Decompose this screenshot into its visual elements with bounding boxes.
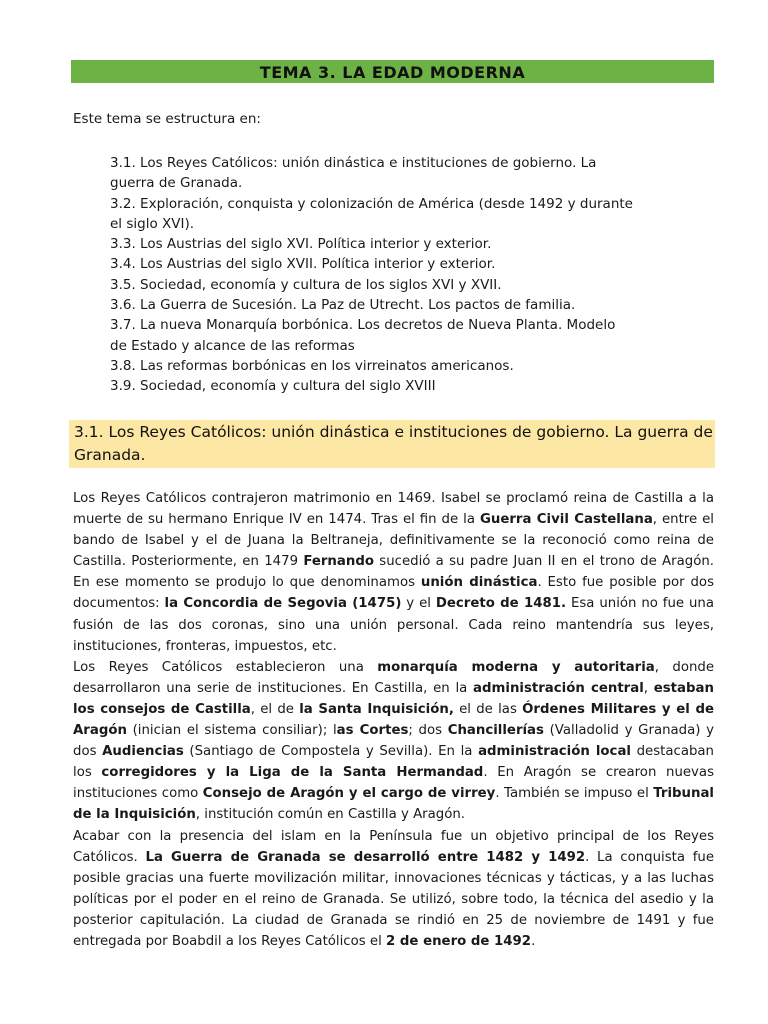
text-run: ,: [643, 680, 654, 696]
paragraph-union-dinastica: [73, 488, 714, 657]
bold-run: corregidores y la Liga de la Santa Hermandad: [101, 765, 484, 781]
table-of-contents: [110, 153, 670, 397]
bold-run: Audiencias: [102, 744, 184, 760]
toc-line: 3.6. La Guerra de Sucesión. La Paz de Utrecht. Los pactos de familia.: [110, 297, 576, 314]
text-run: Esa unión no fue una fusión de las dos coronas, sino una unión personal. Cada reino mantendría sus leyes, instituciones, fronteras, impuestos, etc.: [73, 596, 714, 654]
text-run: Acabar con la presencia del islam en la Península fue un objetivo principal de los Reyes Católicos.: [73, 828, 714, 865]
bold-run: Consejo de Aragón y el cargo de virrey: [202, 786, 496, 802]
text-run: , donde desarrollaron una serie de instituciones. En Castilla, en la: [73, 659, 715, 696]
text-run: Los Reyes Católicos establecieron una: [73, 659, 378, 675]
bold-run: estaban los consejos de Castilla: [73, 680, 714, 717]
text-run: sucedió a su padre Juan II en el trono de Aragón. En ese momento se produjo lo que denominamos: [73, 554, 714, 591]
text-run: Los Reyes Católicos contrajeron matrimonio en 1469. Isabel se proclamó reina de Castilla a la muerte de su hermano Enrique IV en 1474. Tras el fin de la: [73, 491, 714, 528]
text-run: . Esto fue posible por dos documentos:: [73, 575, 714, 612]
body-text: [73, 488, 714, 952]
text-run: destacaban los: [73, 744, 714, 781]
text-run: . También se impuso el: [495, 786, 654, 802]
bold-run: unión dinástica: [420, 575, 538, 591]
toc-line: 3.9. Sociedad, economía y cultura del siglo XVIII: [110, 378, 436, 395]
bold-run: Tribunal de la Inquisición: [73, 786, 714, 823]
toc-line: 3.2. Exploración, conquista y colonización de América (desde 1492 y durante: [110, 195, 633, 212]
bold-run: Chancillerías: [447, 723, 544, 739]
text-run: el de las: [453, 701, 523, 717]
bold-run: as Cortes: [336, 723, 409, 739]
text-run: (Santiago de Compostela y Sevilla). En la: [183, 744, 479, 760]
text-run: , institución común en Castilla y Aragón.: [195, 807, 466, 823]
text-run: , entre el bando de Isabel y el de Juana la Beltraneja, definitivamente se la reconoció como reina de Castilla. Posteriormente, en 1479: [73, 512, 714, 570]
paragraph-instituciones: [73, 657, 714, 826]
toc-line: 3.7. La nueva Monarquía borbónica. Los decretos de Nueva Planta. Modelo: [110, 317, 616, 334]
text-run: (Valladolid y Granada) y dos: [73, 723, 714, 760]
bold-run: la Concordia de Segovia (1475): [164, 596, 402, 612]
bold-run: Guerra Civil Castellana: [479, 512, 653, 528]
bold-run: la Santa Inquisición,: [299, 701, 454, 717]
bold-run: Órdenes Militares y el de Aragón: [73, 701, 714, 739]
toc-line: 3.8. Las reformas borbónicas en los virreinatos americanos.: [110, 357, 514, 374]
bold-run: administración local: [478, 744, 631, 760]
bold-run: Decreto de 1481.: [435, 596, 567, 612]
toc-line: el siglo XVI).: [110, 215, 195, 232]
text-run: .: [531, 933, 536, 949]
toc-line: guerra de Granada.: [110, 175, 243, 192]
bold-run: administración central: [473, 680, 644, 696]
toc-line: de Estado y alcance de las reformas: [110, 337, 355, 354]
bold-run: La Guerra de Granada se desarrolló entre 1482 y 1492: [145, 849, 586, 865]
paragraph-guerra-granada: [73, 826, 714, 953]
page-title: TEMA 3. LA EDAD MODERNA: [71, 60, 714, 83]
text-run: . La conquista fue posible gracias una fuerte movilización militar, innovaciones técnicas y tácticas, y a las luchas políticas por el poder en el reino de Granada. Se utilizó, sobre todo, la técnica del asedio y la posterior capitulación. La ciudad de Granada se rindió en 25 de noviembre de 1491 y fue entregada por Boabdil a los Reyes Católicos el: [73, 849, 714, 949]
bold-run: 2 de enero de 1492: [386, 933, 532, 949]
toc-line: 3.5. Sociedad, economía y cultura de los siglos XVI y XVII.: [110, 276, 502, 293]
toc-line: 3.3. Los Austrias del siglo XVI. Política interior y exterior.: [110, 236, 492, 253]
text-run: ; dos: [408, 723, 448, 739]
text-run: y el: [401, 596, 436, 612]
toc-line: 3.1. Los Reyes Católicos: unión dinástica e instituciones de gobierno. La: [110, 155, 597, 171]
bold-run: monarquía moderna y autoritaria: [377, 659, 655, 675]
intro-text: Este tema se estructura en:: [73, 111, 261, 127]
text-run: . En Aragón se crearon nuevas instituciones como: [73, 765, 715, 802]
section-heading: 3.1. Los Reyes Católicos: unión dinástica e instituciones de gobierno. La guerra de Granada.: [69, 420, 715, 468]
toc-line: 3.4. Los Austrias del siglo XVII. Política interior y exterior.: [110, 256, 496, 273]
text-run: (inician el sistema consiliar); l: [126, 723, 337, 739]
text-run: , el de: [250, 701, 300, 717]
bold-run: Fernando: [303, 554, 374, 570]
